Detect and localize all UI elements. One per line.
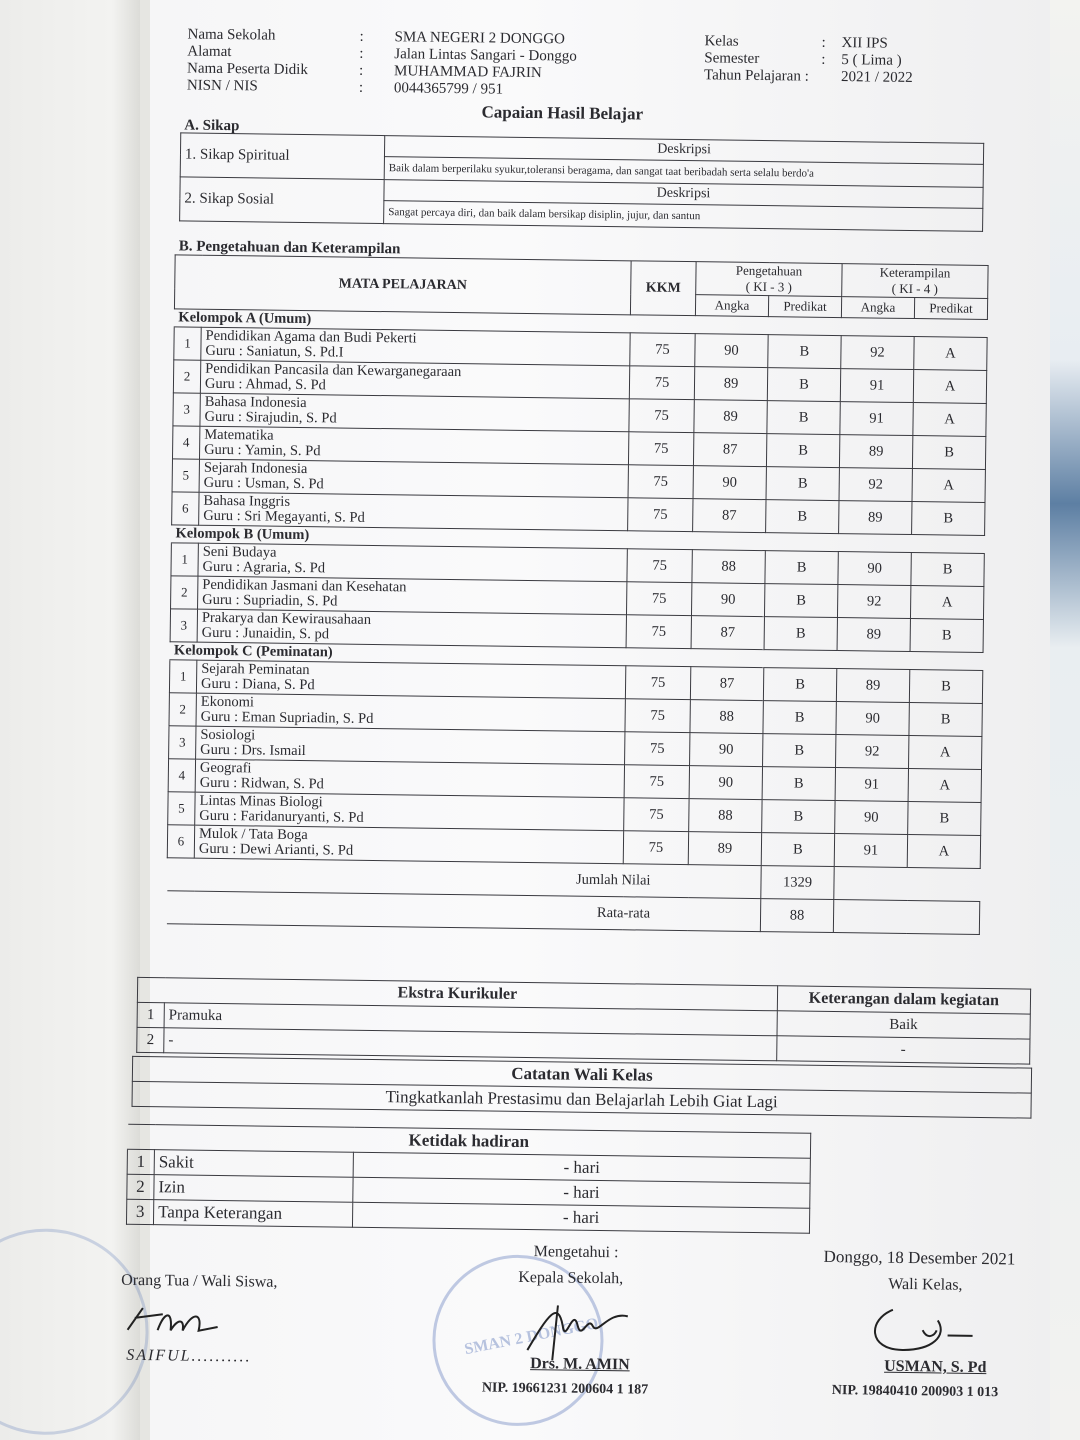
pengetahuan-predikat: B [763, 668, 836, 702]
pengetahuan-predikat: B [768, 335, 841, 369]
row-number: 6 [172, 492, 199, 525]
keterampilan-angka: 89 [839, 501, 912, 535]
teacher-name: Guru : Drs. Ismail [200, 741, 306, 760]
sikap-sosial-desc: Sangat percaya diri, dan baik dalam bersikap disiplin, jujur, dan santun [384, 201, 983, 232]
kepala-sekolah-label: Kepala Sekolah, [518, 1268, 624, 1288]
col-keterangan: Keterangan dalam kegiatan [777, 986, 1031, 1014]
group-title: Kelompok B (Umum) [171, 525, 984, 554]
subject-name: Mulok / Tata Boga [198, 825, 308, 844]
subject-cell [194, 825, 623, 864]
col-k-angka: Angka [841, 297, 914, 319]
teacher-name: Guru : Sirajudin, S. Pd [204, 408, 337, 427]
jumlah-label: Jumlah Nilai [167, 858, 761, 899]
label-nama-sekolah: Nama Sekolah [187, 26, 276, 44]
keterampilan-predikat: B [909, 670, 982, 704]
wali-kelas-label: Wali Kelas, [888, 1275, 963, 1294]
keterampilan-predikat: B [908, 801, 981, 835]
keterampilan-angka: 92 [836, 735, 909, 769]
grades-table [166, 254, 989, 935]
sikap-spiritual-desc: Baik dalam berperilaku syukur,toleransi beragama, dan sangat taat beribadah serta selalu berdo'a [384, 157, 983, 188]
kkm-value: 75 [625, 666, 690, 700]
teacher-name: Guru : Usman, S. Pd [203, 474, 324, 493]
colon: : [359, 45, 364, 62]
keterampilan-angka: 91 [840, 369, 913, 403]
pengetahuan-predikat: B [767, 368, 840, 402]
keterampilan-predikat: A [909, 735, 982, 769]
sikap-sosial-label: 2. Sikap Sosial [180, 177, 385, 224]
row-number: 1 [174, 327, 201, 360]
row-number: 4 [172, 426, 199, 459]
col-ekstra: Ekstra Kurikuler [137, 977, 777, 1010]
pengetahuan-angka: 87 [693, 499, 766, 533]
subject-name: Bahasa Inggris [203, 492, 291, 510]
catatan-table [132, 1056, 1033, 1119]
subject-name: Lintas Minas Biologi [199, 792, 323, 811]
pengetahuan-angka: 87 [691, 616, 764, 650]
pengetahuan-angka: 90 [695, 334, 768, 368]
value-tahun: 2021 / 2022 [840, 69, 913, 86]
row-number: 6 [167, 825, 194, 858]
teacher-name: Guru : Eman Supriadin, S. Pd [200, 708, 374, 727]
keterampilan-angka: 92 [839, 468, 912, 502]
place-date: Donggo, 18 Desember 2021 [823, 1246, 1016, 1269]
subject-name: Ekonomi [200, 693, 255, 711]
orang-tua-signature [122, 1300, 233, 1341]
catatan-text: Tingkatkanlah Prestasimu dan Belajarlah Lebih Giat Lagi [132, 1081, 1031, 1118]
colon: : [359, 28, 364, 45]
colon: : [821, 51, 826, 68]
kehadiran-value: - hari [353, 1152, 810, 1183]
sikap-spiritual-label: 1. Sikap Spiritual [180, 133, 385, 180]
keterampilan-predikat: B [909, 703, 982, 737]
pengetahuan-angka: 87 [693, 433, 766, 467]
keterampilan-angka: 92 [837, 585, 910, 619]
stamp-text: SMAN 2 DONGGO [463, 1315, 600, 1359]
col-p-predikat: Predikat [768, 296, 841, 318]
keterampilan-angka: 89 [837, 618, 910, 652]
col-pengetahuan [696, 262, 842, 297]
row-number: 2 [171, 576, 198, 609]
kepala-sekolah-name: Drs. M. AMIN [530, 1355, 630, 1374]
label-semester: Semester [704, 50, 760, 67]
ekstra-kegiatan: - [164, 1028, 777, 1061]
subject-name: Seni Budaya [202, 543, 277, 561]
pengetahuan-predikat: B [765, 551, 838, 585]
keterampilan-angka: 91 [835, 768, 908, 802]
keterampilan-angka: 90 [838, 552, 911, 586]
rata-value: 88 [760, 899, 833, 933]
kkm-value: 75 [628, 465, 693, 499]
row-number: 5 [172, 459, 199, 492]
subject-cell [196, 726, 625, 765]
keterampilan-angka: 91 [834, 834, 907, 868]
pengetahuan-predikat: B [764, 617, 837, 651]
row-number: 4 [168, 759, 195, 792]
colon: : [358, 79, 364, 96]
subject-cell [199, 459, 628, 498]
kkm-value: 75 [630, 333, 695, 367]
section-sikap-title: A. Sikap [184, 117, 240, 135]
keterampilan-predikat: B [912, 502, 985, 536]
teacher-name: Guru : Dewi Arianti, S. Pd [198, 840, 354, 859]
value-nama-sekolah: SMA NEGERI 2 DONGGO [394, 29, 566, 48]
kkm-value: 75 [626, 615, 691, 649]
subject-cell [200, 360, 629, 399]
keterampilan-predikat: B [912, 436, 985, 470]
value-alamat: Jalan Lintas Sangari - Donggo [394, 46, 577, 65]
teacher-name: Guru : Faridanuryanti, S. Pd [199, 807, 364, 826]
row-number: 2 [173, 360, 200, 393]
page-title: Capaian Hasil Belajar [481, 102, 644, 124]
teacher-name: Guru : Supriadin, S. Pd [202, 591, 338, 610]
kkm-value: 75 [628, 498, 693, 532]
subject-cell [199, 492, 628, 531]
label-nisn: NISN / NIS [186, 77, 258, 95]
teacher-name: Guru : Agraria, S. Pd [202, 558, 326, 577]
keterampilan-angka: 89 [836, 669, 909, 703]
kehadiran-table [126, 1124, 811, 1234]
kkm-value: 75 [624, 765, 689, 799]
subject-name: Sejarah Indonesia [203, 459, 308, 478]
kkm-value: 75 [629, 366, 694, 400]
kkm-value: 75 [625, 699, 690, 733]
pengetahuan-predikat: B [764, 584, 837, 618]
col-kkm: KKM [630, 261, 696, 316]
pengetahuan-angka: 88 [690, 700, 763, 734]
col-mata-pelajaran: MATA PELAJARAN [174, 255, 631, 315]
pengetahuan-predikat: B [761, 833, 834, 867]
kehadiran-label: Tanpa Keterangan [153, 1200, 352, 1228]
subject-cell [196, 693, 625, 732]
kehadiran-no: 3 [126, 1199, 153, 1224]
pengetahuan-predikat: B [766, 500, 839, 534]
kehadiran-label: Sakit [154, 1150, 353, 1178]
kehadiran-value: - hari [353, 1177, 810, 1208]
kkm-value: 75 [624, 798, 689, 832]
value-semester: 5 ( Lima ) [841, 52, 902, 69]
col-pengetahuan-ki: ( KI - 3 ) [745, 278, 793, 295]
value-kelas: XII IPS [841, 35, 888, 52]
pengetahuan-predikat: B [763, 701, 836, 735]
keterampilan-predikat: A [912, 469, 985, 503]
sikap-table [179, 132, 984, 232]
pengetahuan-predikat: B [763, 734, 836, 768]
subject-cell [198, 576, 627, 615]
col-k-predikat: Predikat [914, 298, 987, 320]
teacher-name: Guru : Diana, S. Pd [200, 675, 315, 694]
row-number: 1 [169, 660, 196, 693]
subject-cell [195, 792, 624, 831]
row-number: 3 [173, 393, 200, 426]
pengetahuan-predikat: B [762, 800, 835, 834]
wali-kelas-nip: NIP. 19840410 200903 1 013 [831, 1383, 999, 1401]
pengetahuan-predikat: B [767, 401, 840, 435]
keterampilan-angka: 91 [840, 402, 913, 436]
col-pengetahuan-label: Pengetahuan [735, 262, 803, 279]
keterampilan-predikat: A [913, 370, 986, 404]
subject-name: Matematika [204, 426, 274, 444]
pengetahuan-angka: 89 [694, 367, 767, 401]
catatan-title: Catatan Wali Kelas [132, 1056, 1031, 1093]
ekstra-no: 1 [137, 1002, 164, 1027]
wali-kelas-name: USMAN, S. Pd [884, 1357, 987, 1377]
subject-name: Pendidikan Jasmani dan Kesehatan [202, 576, 407, 596]
subject-name: Pendidikan Agama dan Budi Pekerti [205, 327, 417, 347]
empty-cell [833, 900, 979, 935]
value-nama-peserta: MUHAMMAD FAJRIN [393, 63, 542, 82]
orang-tua-name: SAIFUL.......... [126, 1346, 252, 1366]
pengetahuan-angka: 90 [690, 733, 763, 767]
kehadiran-value: - hari [352, 1202, 809, 1233]
keterampilan-predikat: A [910, 586, 983, 620]
pengetahuan-angka: 90 [693, 466, 766, 500]
subject-cell [201, 327, 630, 366]
subject-cell [195, 759, 624, 798]
pengetahuan-angka: 89 [694, 400, 767, 434]
subject-cell [196, 660, 625, 699]
keterampilan-angka: 92 [841, 336, 914, 370]
keterampilan-angka: 89 [839, 435, 912, 469]
kepala-sekolah-nip: NIP. 19661231 200604 1 187 [481, 1380, 649, 1398]
subject-name: Sejarah Peminatan [201, 660, 310, 679]
label-nama-peserta: Nama Peserta Didik [187, 60, 309, 79]
rata-label: Rata-rata [166, 891, 760, 932]
ekstra-no: 2 [137, 1027, 164, 1052]
pengetahuan-angka: 90 [689, 766, 762, 800]
mengetahui-label: Mengetahui : [533, 1243, 619, 1262]
subject-name: Sosiologi [200, 726, 256, 744]
keterampilan-predikat: B [911, 553, 984, 587]
label-tahun: Tahun Pelajaran : [703, 67, 809, 85]
value-nisn: 0044365799 / 951 [393, 80, 504, 98]
subject-cell [199, 426, 628, 465]
col-keterampilan [842, 264, 988, 299]
previous-page-edge [0, 0, 140, 1440]
keterampilan-angka: 90 [836, 702, 909, 736]
teacher-name: Guru : Yamin, S. Pd [204, 441, 321, 460]
kehadiran-title: Ketidak hadiran [127, 1124, 810, 1158]
report-card-page [121, 0, 1050, 1440]
kehadiran-label: Izin [154, 1175, 353, 1203]
desc-header: Deskripsi [384, 136, 983, 165]
teacher-name: Guru : Ahmad, S. Pd [204, 375, 326, 394]
subject-cell [197, 609, 626, 648]
kkm-value: 75 [629, 399, 694, 433]
ekstra-kegiatan: Pramuka [164, 1003, 777, 1036]
pengetahuan-angka: 89 [688, 832, 761, 866]
label-alamat: Alamat [187, 43, 232, 61]
kehadiran-no: 2 [127, 1174, 154, 1199]
colon: : [358, 62, 364, 79]
wali-kelas-signature [862, 1294, 983, 1366]
teacher-name: Guru : Ridwan, S. Pd [199, 774, 324, 793]
pengetahuan-predikat: B [762, 767, 835, 801]
subject-cell [198, 543, 627, 582]
kkm-value: 75 [627, 549, 692, 583]
teacher-name: Guru : Sri Megayanti, S. Pd [203, 507, 365, 526]
keterampilan-predikat: A [907, 834, 980, 868]
orang-tua-label: Orang Tua / Wali Siswa, [121, 1271, 278, 1291]
pengetahuan-angka: 88 [692, 550, 765, 584]
subject-name: Geografi [199, 759, 252, 777]
empty-cell [834, 867, 980, 902]
section-nilai-title: B. Pengetahuan dan Keterampilan [178, 238, 401, 258]
keterampilan-predikat: A [914, 337, 987, 371]
kkm-value: 75 [625, 732, 690, 766]
subject-cell [200, 393, 629, 432]
row-number: 1 [171, 543, 198, 576]
ekstra-keterangan: Baik [777, 1011, 1031, 1039]
pengetahuan-angka: 87 [690, 667, 763, 701]
pengetahuan-angka: 88 [689, 799, 762, 833]
colon: : [821, 34, 826, 51]
row-number: 5 [168, 792, 195, 825]
group-title: Kelompok C (Peminatan) [170, 642, 983, 671]
keterampilan-predikat: A [913, 403, 986, 437]
pengetahuan-predikat: B [766, 467, 839, 501]
pengetahuan-angka: 90 [691, 583, 764, 617]
kkm-value: 75 [628, 432, 693, 466]
kehadiran-no: 1 [127, 1149, 154, 1174]
col-keterampilan-ki: ( KI - 4 ) [891, 280, 938, 297]
ekstra-keterangan: - [776, 1036, 1030, 1064]
col-p-angka: Angka [695, 295, 768, 317]
col-keterampilan-label: Keterampilan [879, 264, 951, 281]
subject-name: Pendidikan Pancasila dan Kewarganegaraan [205, 360, 462, 381]
pengetahuan-predikat: B [766, 434, 839, 468]
group-title: Kelompok A (Umum) [174, 309, 987, 338]
teacher-name: Guru : Saniatun, S. Pd.I [205, 342, 344, 361]
row-number: 3 [169, 726, 196, 759]
jumlah-value: 1329 [761, 866, 834, 900]
teacher-name: Guru : Junaidin, S. pd [201, 624, 330, 643]
kkm-value: 75 [626, 582, 691, 616]
row-number: 2 [169, 693, 196, 726]
kkm-value: 75 [623, 831, 688, 865]
label-kelas: Kelas [704, 33, 739, 50]
keterampilan-predikat: B [910, 619, 983, 653]
subject-name: Bahasa Indonesia [204, 393, 307, 412]
row-number: 3 [170, 609, 197, 642]
keterampilan-angka: 90 [835, 801, 908, 835]
subject-name: Prakarya dan Kewirausahaan [201, 609, 372, 628]
ekstra-table [136, 977, 1031, 1065]
keterampilan-predikat: A [908, 768, 981, 802]
desc-header: Deskripsi [384, 180, 983, 209]
